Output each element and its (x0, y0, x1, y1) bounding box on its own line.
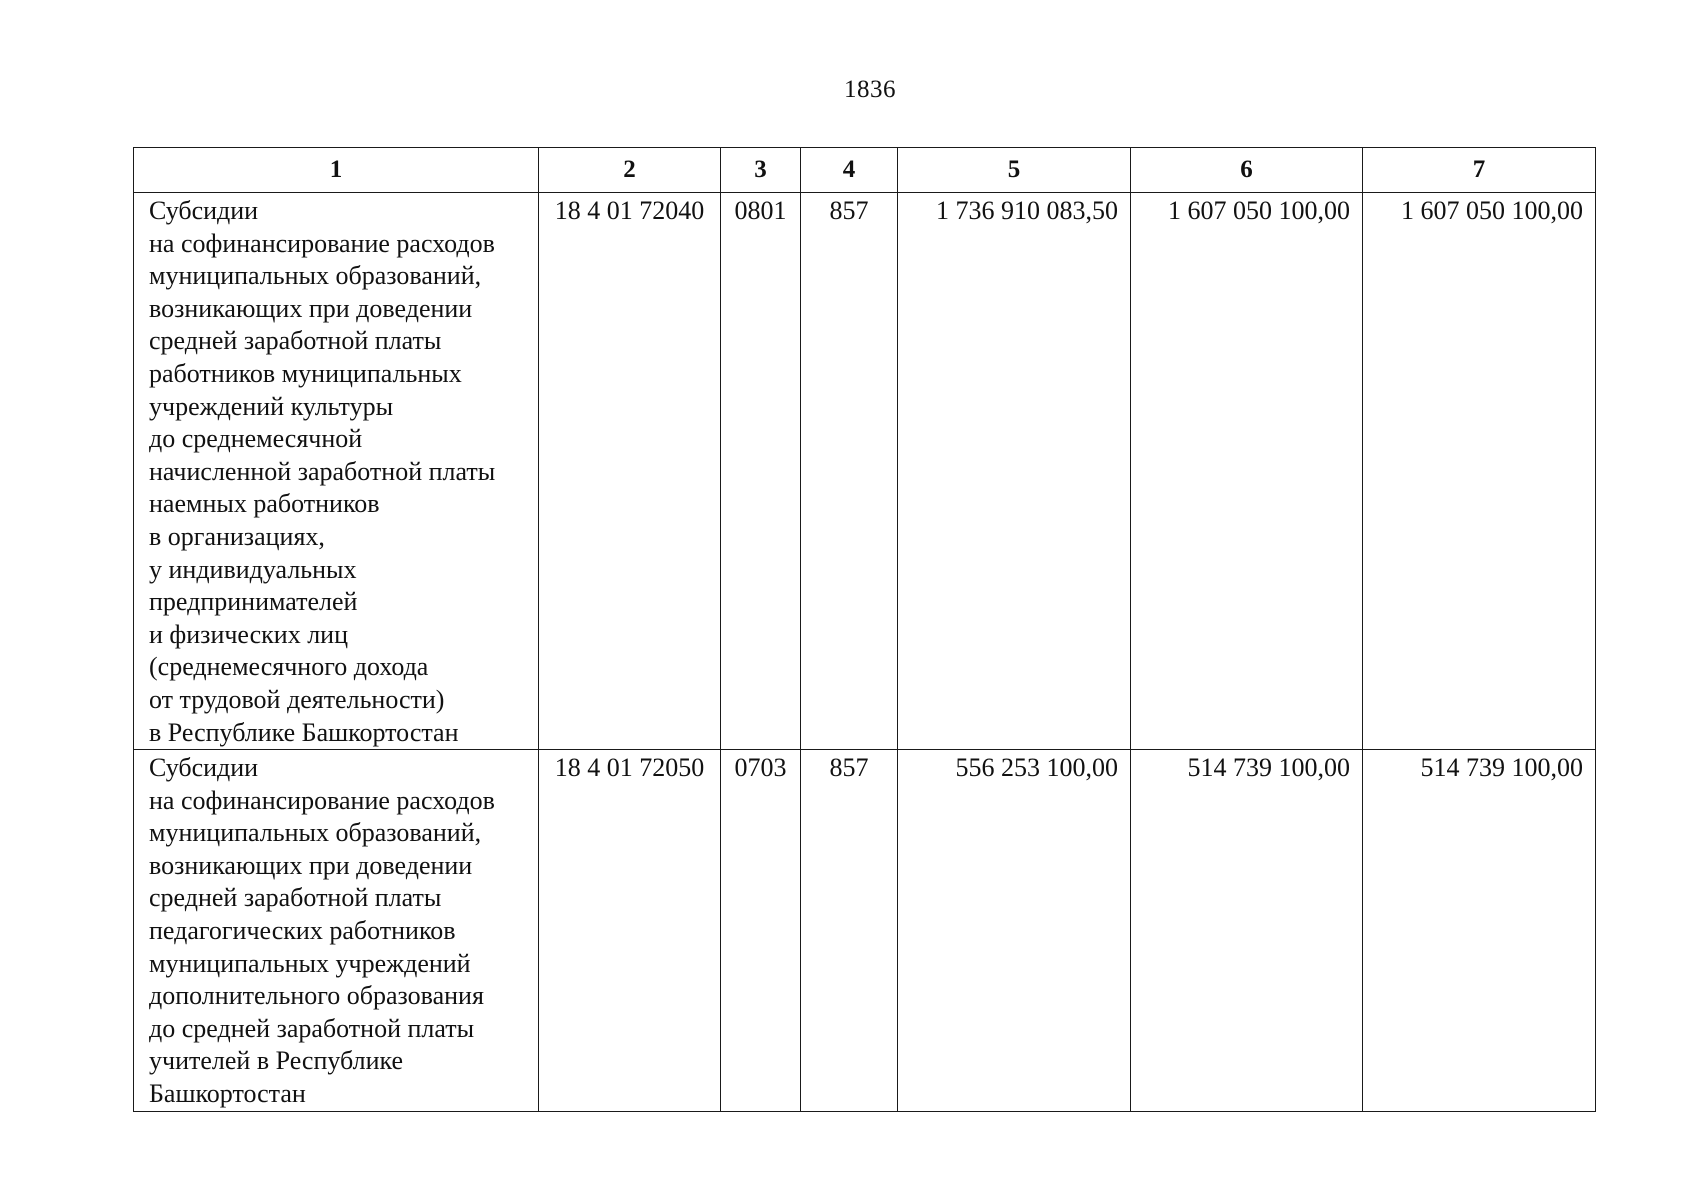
amount-column-6: 1 607 050 100,00 (1131, 193, 1363, 750)
description-line: на софинансирование расходов (149, 785, 495, 815)
table-row (134, 750, 1596, 1112)
page-number: 1836 (844, 76, 896, 103)
expense-type-code: 857 (801, 750, 898, 1112)
column-header-6: 6 (1131, 148, 1363, 193)
section-code: 0703 (721, 750, 801, 1112)
description-line: средней заработной платы (149, 326, 442, 356)
amount-column-7: 514 739 100,00 (1363, 750, 1596, 1112)
description-line: до среднемесячной (149, 424, 363, 454)
column-header-2: 2 (539, 148, 721, 193)
expense-type-code: 857 (801, 193, 898, 750)
amount-column-5: 556 253 100,00 (898, 750, 1131, 1112)
section-code: 0801 (721, 193, 801, 750)
description-line: в организациях, (149, 521, 325, 551)
description-line: начисленной заработной платы (149, 456, 496, 486)
description-line: учреждений культуры (149, 391, 394, 421)
description-line: (среднемесячного дохода (149, 652, 429, 682)
description-line: работников муниципальных (149, 358, 462, 388)
row-description (134, 193, 539, 750)
description-line: в Республике Башкортостан (149, 717, 459, 747)
target-code: 18 4 01 72040 (539, 193, 721, 750)
budget-table (133, 147, 1596, 1112)
description-line: от трудовой деятельности) (149, 684, 445, 714)
row-description (134, 750, 539, 1112)
description-line: средней заработной платы (149, 883, 442, 913)
column-header-3: 3 (721, 148, 801, 193)
amount-column-7: 1 607 050 100,00 (1363, 193, 1596, 750)
column-header-5: 5 (898, 148, 1131, 193)
description-line: муниципальных учреждений (149, 948, 471, 978)
column-header-4: 4 (801, 148, 898, 193)
description-line: Субсидии (149, 753, 259, 783)
target-code: 18 4 01 72050 (539, 750, 721, 1112)
description-line: и физических лиц (149, 619, 349, 649)
description-line: наемных работников (149, 489, 380, 519)
description-line: возникающих при доведении (149, 850, 473, 880)
description-line: до средней заработной платы (149, 1013, 475, 1043)
description-line: предпринимателей (149, 587, 358, 617)
description-line: Субсидии (149, 196, 259, 225)
column-header-7: 7 (1363, 148, 1596, 193)
column-header-1: 1 (134, 148, 539, 193)
description-line: дополнительного образования (149, 981, 484, 1011)
description-line: муниципальных образований, (149, 261, 482, 291)
description-line: педагогических работников (149, 916, 456, 946)
amount-column-6: 514 739 100,00 (1131, 750, 1363, 1112)
header-row (134, 148, 1596, 193)
table-row (134, 193, 1596, 750)
description-line: у индивидуальных (149, 554, 357, 584)
description-line: муниципальных образований, (149, 818, 482, 848)
description-line: учителей в Республике (149, 1046, 404, 1076)
amount-column-5: 1 736 910 083,50 (898, 193, 1131, 750)
description-line: возникающих при доведении (149, 293, 473, 323)
description-line: на софинансирование расходов (149, 228, 495, 258)
description-line: Башкортостан (149, 1079, 306, 1109)
